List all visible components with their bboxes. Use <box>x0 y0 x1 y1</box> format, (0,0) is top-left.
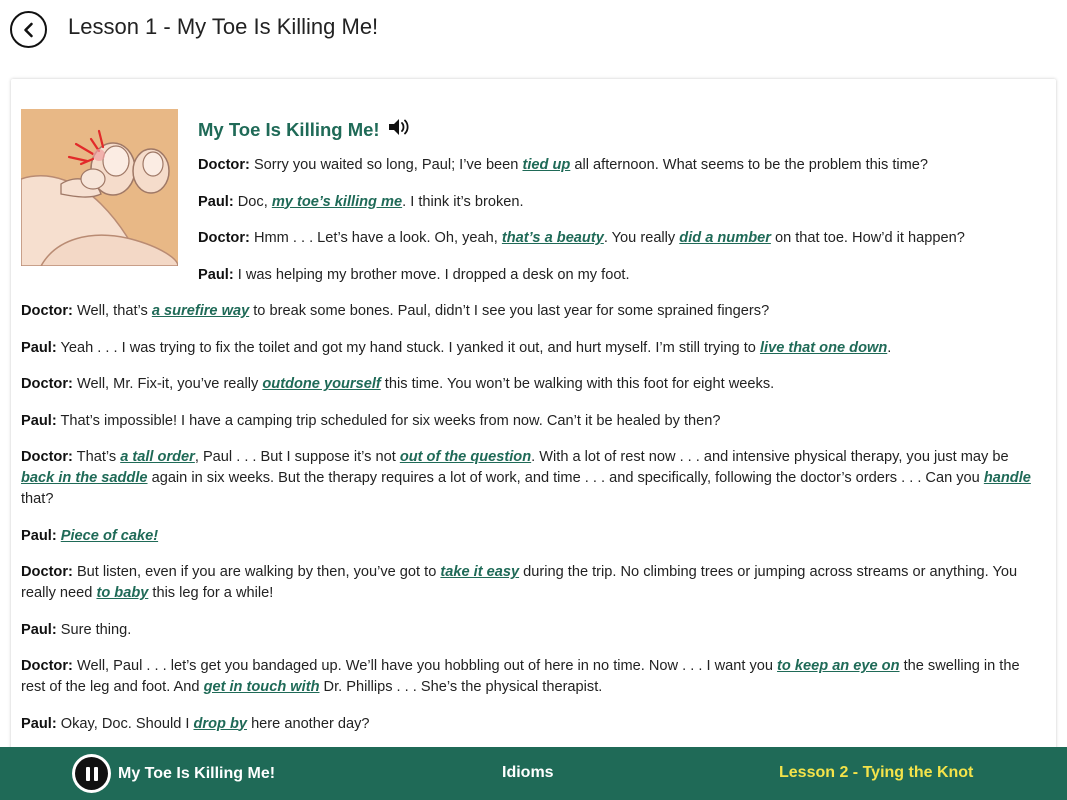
line-text: Yeah . . . I was trying to fix the toilet and got my hand stuck. I yanked it out, and hurt myself. I’m still trying to <box>56 339 760 356</box>
dialogue-line <box>21 374 1041 395</box>
line-text: . I think it’s broken. <box>402 193 524 210</box>
line-text: Sure thing. <box>56 621 132 638</box>
line-text: But listen, even if you are walking by then, you’ve got to <box>72 564 441 580</box>
idiom-link[interactable]: that’s a beauty <box>501 230 604 246</box>
line-text: to break some bones. Paul, didn’t I see you last year for some sprained fingers? <box>249 303 770 319</box>
dialogue-line <box>21 301 1041 322</box>
speaker-label: Paul: <box>198 193 234 210</box>
idiom-link[interactable]: a surefire way <box>151 303 250 319</box>
line-text: Hmm . . . Let’s have a look. Oh, yeah, <box>249 230 502 246</box>
toe-illustration <box>21 109 178 266</box>
next-lesson-link[interactable]: Lesson 2 - Tying the Knot <box>779 764 974 781</box>
speaker-label: Paul: <box>21 412 57 429</box>
dialogue-line <box>21 562 1041 604</box>
speaker-label: Doctor: <box>198 157 250 173</box>
idiom-link[interactable]: tied up <box>522 157 571 173</box>
chevron-left-icon <box>21 22 37 38</box>
speaker-label: Doctor: <box>198 230 250 246</box>
idiom-link[interactable]: my toe’s killing me <box>271 193 403 210</box>
idiom-link[interactable]: to keep an eye on <box>777 658 900 674</box>
lesson-card <box>11 79 1056 779</box>
line-text: again in six weeks. But the therapy requires a lot of work, and time . . . and specifically, following the doctor’s orders . . . Can you <box>147 470 984 486</box>
speaker-label: Paul: <box>21 621 57 638</box>
speaker-icon[interactable] <box>387 117 411 142</box>
speaker-label: Paul: <box>21 527 57 544</box>
idiom-link[interactable]: outdone yourself <box>262 376 381 392</box>
idiom-link[interactable]: live that one down <box>759 339 888 356</box>
line-text: Okay, Doc. Should I <box>56 715 194 732</box>
dialogue-line <box>21 265 1041 286</box>
speaker-label: Doctor: <box>21 658 73 674</box>
dialogue-line <box>21 714 1041 735</box>
line-text: that? <box>21 491 54 507</box>
idiom-link[interactable]: drop by <box>193 715 248 732</box>
dialogue-line <box>21 526 1041 547</box>
pause-button[interactable] <box>72 754 111 793</box>
line-text: . With a lot of rest now . . . and intensive physical therapy, you just may be <box>531 449 1009 465</box>
line-text: here another day? <box>247 715 370 732</box>
speaker-label: Paul: <box>21 339 57 356</box>
line-text: Sorry you waited so long, Paul; I’ve been <box>249 157 523 173</box>
page-title: Lesson 1 - My Toe Is Killing Me! <box>68 14 379 39</box>
idiom-link[interactable]: Piece of cake! <box>60 527 159 544</box>
idiom-link[interactable]: get in touch with <box>203 679 320 695</box>
idiom-link[interactable]: to baby <box>96 585 149 601</box>
line-text: Dr. Phillips . . . She’s the physical therapist. <box>319 679 603 695</box>
idiom-link[interactable]: back in the saddle <box>21 470 148 486</box>
back-button[interactable] <box>10 11 47 48</box>
speaker-label: Doctor: <box>21 376 73 392</box>
dialogue-title <box>198 117 1041 142</box>
dialogue-title-text: My Toe Is Killing Me! <box>198 118 380 140</box>
line-text: Well, that’s <box>72 303 152 319</box>
line-text: this time. You won’t be walking with this foot for eight weeks. <box>380 376 775 392</box>
now-playing-title: My Toe Is Killing Me! <box>118 765 276 782</box>
dialogue-line <box>21 411 1041 432</box>
dialogue-line <box>21 656 1041 698</box>
speaker-label: Paul: <box>21 715 57 732</box>
dialogue-content <box>21 109 1041 750</box>
idiom-link[interactable]: handle <box>983 470 1031 486</box>
line-text: this leg for a while! <box>148 585 274 601</box>
line-text: Well, Mr. Fix-it, you’ve really <box>72 376 263 392</box>
line-text: That’s impossible! I have a camping trip scheduled for six weeks from now. Can’t it be healed by then? <box>56 412 721 429</box>
line-text: . <box>887 339 892 356</box>
line-text: I was helping my brother move. I dropped a desk on my foot. <box>233 266 630 283</box>
speaker-label: Paul: <box>198 266 234 283</box>
app-header <box>0 0 1067 64</box>
line-text: . You really <box>603 230 680 246</box>
speaker-label: Doctor: <box>21 303 73 319</box>
dialogue-line <box>21 620 1041 641</box>
line-text: That’s <box>72 449 121 465</box>
speaker-label: Doctor: <box>21 449 73 465</box>
speaker-label: Doctor: <box>21 564 73 580</box>
idiom-link[interactable]: a tall order <box>120 449 195 465</box>
pause-icon <box>75 757 108 790</box>
idioms-link[interactable]: Idioms <box>502 764 554 781</box>
player-bar <box>0 747 1067 800</box>
line-text: on that toe. How’d it happen? <box>770 230 965 246</box>
line-text: all afternoon. What seems to be the problem this time? <box>570 157 929 173</box>
line-text: , Paul . . . But I suppose it’s not <box>194 449 400 465</box>
idiom-link[interactable]: out of the question <box>399 449 532 465</box>
idiom-link[interactable]: did a number <box>679 230 771 246</box>
line-text: the swelling in the rest of the leg and foot. And <box>21 658 1020 695</box>
line-text: Well, Paul . . . let’s get you bandaged up. We’ll have you hobbling out of here in no time. Now . . . I want you <box>72 658 778 674</box>
dialogue-line <box>21 338 1041 359</box>
idiom-link[interactable]: take it easy <box>440 564 520 580</box>
line-text: Doc, <box>233 193 272 210</box>
dialogue-line <box>21 447 1041 510</box>
line-text: during the trip. No climbing trees or jumping across streams or anything. You really need <box>21 564 1018 601</box>
